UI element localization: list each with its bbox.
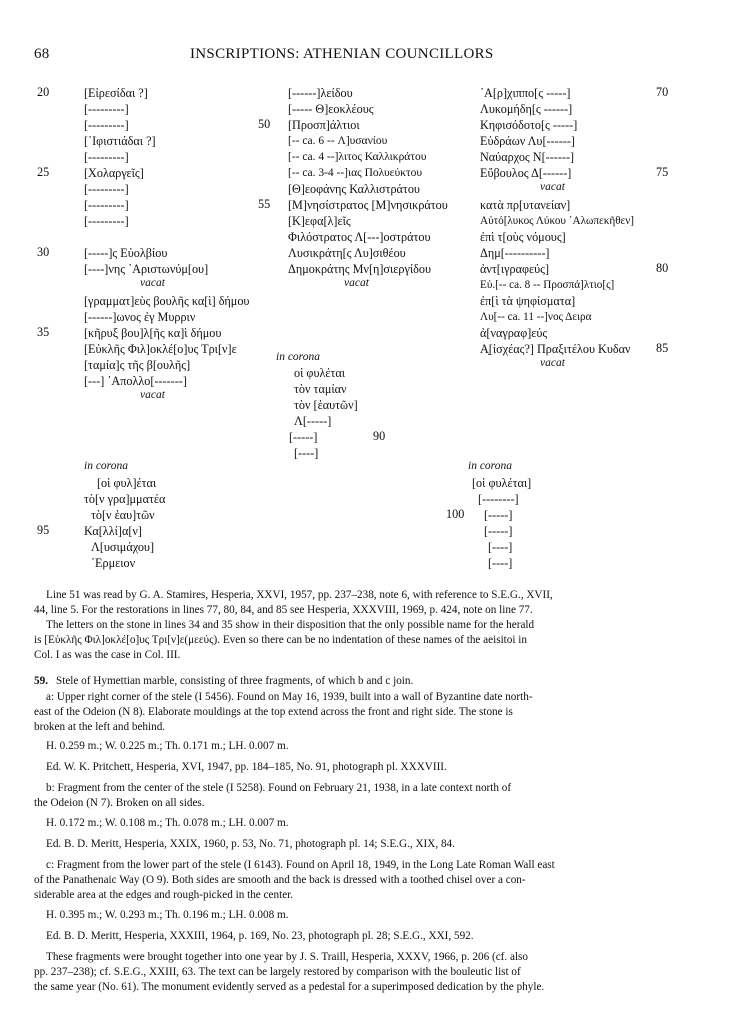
corona-line: [----] (488, 540, 513, 554)
col2-line: [Θ]εοφάνης Καλλιστράτου (288, 182, 420, 196)
line-number: 25 (37, 165, 50, 179)
corona-line: τὸ[ν γρα]μματέα (84, 492, 166, 506)
col1-line: [---------] (84, 198, 129, 212)
corona-line: [----] (294, 446, 319, 460)
running-title: INSCRIPTIONS: ATHENIAN COUNCILLORS (190, 46, 494, 62)
vacat-label: vacat (540, 181, 565, 193)
line-number: 30 (37, 245, 50, 259)
col3-line: κατὰ πρ[υτανείαν] (480, 198, 571, 212)
col3-line: ἀντ[ιγραφεύς] (480, 262, 550, 276)
corona-line: Κα[λλί]α[ν] (84, 524, 142, 538)
col2-line: [Κ]εφα[λ]εῖς (288, 214, 351, 228)
corona-line: ῾Ερμειον (91, 556, 136, 570)
col1-line: [-----]ς Εὐολβίου (84, 246, 168, 260)
col3-line: Ναύαρχος Ν[------] (480, 150, 575, 164)
col1-line: [ταμία]ς τῆς β[ουλῆς] (84, 358, 191, 372)
col2-line: [------]λείδου (288, 86, 353, 100)
entry-line: H. 0.172 m.; W. 0.108 m.; Th. 0.078 m.; LH. 0.007 m. (46, 817, 289, 829)
corona-line: [-----] (484, 508, 513, 522)
note-line: is [Εὐκλῆς Φιλ]οκλέ[ο]υς Τρι[ν]ε(μεεύς). Even so there can be no indentation of these names of the aeisitoi in (34, 634, 527, 646)
entry-line: These fragments were brought together into one year by J. S. Traill, Hesperia, XXXV, 1966, p. 206 (cf. also (46, 951, 528, 963)
line-number: 70 (656, 85, 669, 99)
col1-line: [Χολαργεῖς] (84, 166, 144, 180)
col1-line: [Εὐκλῆς Φιλ]οκλέ[ο]υς Τρι[ν]ε (84, 342, 237, 356)
line-number: 55 (258, 197, 271, 211)
entry-number: 59. (34, 675, 48, 687)
entry-line: of the Panathenaic Way (O 9). Both sides are smooth and the back is dressed with a toothed chisel over a con- (34, 874, 526, 886)
line-number: 95 (37, 523, 50, 537)
line-number: 100 (446, 507, 465, 521)
entry-line: Ed. B. D. Meritt, Hesperia, XXXIII, 1964, p. 169, No. 23, photograph pl. 28; S.E.G., XXI, 592. (46, 930, 474, 942)
col3-line: Αὐτό[λυκος Λύκου ᾿Αλωπεκῆθεν] (480, 215, 635, 227)
line-number: 35 (37, 325, 50, 339)
col3-line: Εὔβουλος Δ[------] (480, 166, 572, 180)
in-corona-label: in corona (276, 351, 320, 363)
col1-line: [---------] (84, 150, 129, 164)
entry-line: H. 0.259 m.; W. 0.225 m.; Th. 0.171 m.; LH. 0.007 m. (46, 740, 289, 752)
note-line: Line 51 was read by G. A. Stamires, Hesperia, XXVI, 1957, pp. 237–238, note 6, with reference to S.E.G., XVII, (46, 589, 553, 601)
entry-line: c: Fragment from the lower part of the stele (I 6143). Found on April 18, 1949, in the Long Late Roman Wall east (46, 859, 555, 871)
col1-line: [᾿Ιφιστιάδαι ?] (84, 134, 156, 148)
vacat-label: vacat (140, 277, 165, 289)
col3-line: Λυ[-- ca. 11 --]νος Δειρα (480, 311, 592, 323)
col2-line: Λυσικράτη[ς Λυ]σιθέου (288, 246, 406, 260)
col3-line: Εὐ.[-- ca. 8 -- Προσπά]λτιο[ς] (480, 279, 615, 291)
corona-line: τὸν ταμίαν (294, 382, 347, 396)
in-corona-label: in corona (468, 460, 512, 472)
col2-line: Φιλόστρατος Λ[---]οστράτου (288, 230, 431, 244)
corona-line: [----] (488, 556, 513, 570)
corona-line: [-----] (484, 524, 513, 538)
col3-line: Λυκομήδη[ς ------] (480, 102, 573, 116)
corona-line: οἱ φυλέται (294, 366, 346, 380)
corona-line: τὸν [ἑαυτῶν] (294, 398, 358, 412)
col1-line: [κῆρυξ βου]λ[ῆς κα]ὶ δήμου (84, 326, 222, 340)
col1-line: [---------] (84, 102, 129, 116)
col1-line: [------]ωνος ἐγ Μυρριν (84, 310, 196, 324)
entry-line: east of the Odeion (N 8). Elaborate mouldings at the top extend across the front and right side. The stone is (34, 706, 513, 718)
col3-line: ἐπ[ὶ τὰ ψηφίσματα] (480, 294, 576, 308)
note-line: Col. I as was the case in Col. III. (34, 649, 181, 661)
corona-line: [οἱ φυλέται] (472, 476, 532, 490)
vacat-label: vacat (344, 277, 369, 289)
note-line: The letters on the stone in lines 34 and 35 show in their disposition that the only possible name for the herald (46, 619, 535, 631)
entry-line: the same year (No. 61). The monument evidently served as a pedestal for a superimposed dedication by the phyle. (34, 981, 545, 993)
col1-line: [---------] (84, 118, 129, 132)
line-number: 80 (656, 261, 669, 275)
entry-line: siderable area at the edges and rough-picked in the center. (34, 889, 294, 901)
line-number: 75 (656, 165, 669, 179)
line-number: 20 (37, 85, 50, 99)
line-number: 90 (373, 429, 386, 443)
entry-line: Ed. W. K. Pritchett, Hesperia, XVI, 1947, pp. 184–185, No. 91, photograph pl. XXXVIII. (46, 761, 447, 773)
entry-line: b: Fragment from the center of the stele (I 5258). Found on February 21, 1938, in a late context north of (46, 782, 512, 794)
entry-line: the Odeion (N 7). Broken on all sides. (34, 797, 205, 809)
col2-line: [-- ca. 3-4 --]ιας Πολυεύκτου (288, 167, 423, 179)
entry-line: broken at the left and behind. (34, 721, 166, 733)
col3-line: ἐπὶ τ[οὺς νόμους] (480, 230, 566, 244)
col2-line: [-- ca. 4 --]λιτος Καλλικράτου (288, 151, 427, 163)
col2-line: [-- ca. 6 -- Λ]υσανίου (288, 135, 388, 147)
col3-line: Εὐδράων Λυ[------] (480, 134, 575, 148)
line-number: 85 (656, 341, 669, 355)
corona-line: [-----] (289, 430, 318, 444)
line-number: 50 (258, 117, 271, 131)
col3-line: Δημ[----------] (480, 246, 550, 260)
col1-line: [γραμματ]εὺς βουλῆς κα[ὶ] δήμου (84, 294, 250, 308)
corona-line: Λ[-----] (294, 414, 332, 428)
col1-line: [----]νης ᾿Αριστωνύμ[ου] (84, 262, 209, 276)
col2-line: Δημοκράτης Μν[η]σιεργίδου (288, 262, 432, 276)
col1-line: [Εἰρεσίδαι ?] (84, 86, 148, 100)
corona-line: Λ[υσιμάχου] (91, 540, 155, 554)
col3-line: ᾿Α[ρ]χιππο[ς -----] (480, 86, 571, 100)
page-number: 68 (34, 46, 50, 62)
in-corona-label: in corona (84, 460, 128, 472)
col2-line: [Μ]νησίστρατος [Μ]νησικράτου (288, 198, 448, 212)
entry-line: a: Upper right corner of the stele (I 5456). Found on May 16, 1939, built into a wall of Byzantine date north- (46, 691, 533, 703)
col2-line: [----- Θ]εοκλέους (288, 102, 374, 116)
entry-line: pp. 237–238); cf. S.E.G., XXIII, 63. The text can be largely restored by comparison with the bouleutic list of (34, 966, 521, 978)
col3-line: ἀ[ναγραφ]εύς (480, 326, 548, 340)
col1-line: [---] ᾿Απολλο[-------] (84, 374, 187, 388)
entry-line: H. 0.395 m.; W. 0.293 m.; Th. 0.196 m.; LH. 0.008 m. (46, 909, 289, 921)
col2-line: [Προσπ]άλτιοι (288, 118, 360, 132)
entry-line: Stele of Hymettian marble, consisting of three fragments, of which b and c join. (56, 675, 414, 687)
col3-line: Α̣[ἰσχέας?] Πραξιτέλου Κυδαν (480, 342, 631, 356)
note-line: 44, line 5. For the restorations in lines 77, 80, 84, and 85 see Hesperia, XXXVIII, 1969, p. 424, note on line 77. (34, 604, 533, 616)
corona-line: [οἱ φυλ]έται (97, 476, 157, 490)
col1-line: [---------] (84, 214, 129, 228)
col1-line: [---------] (84, 182, 129, 196)
entry-line: Ed. B. D. Meritt, Hesperia, XXIX, 1960, p. 53, No. 71, photograph pl. 14; S.E.G., XIX, 84. (46, 838, 455, 850)
vacat-label: vacat (140, 389, 165, 401)
corona-line: τὸ[ν ἑαυ]τῶν (91, 508, 155, 522)
corona-line: [--------] (478, 492, 519, 506)
col3-line: Κηφισόδοτο[ς -----] (480, 118, 578, 132)
vacat-label: vacat (540, 357, 565, 369)
